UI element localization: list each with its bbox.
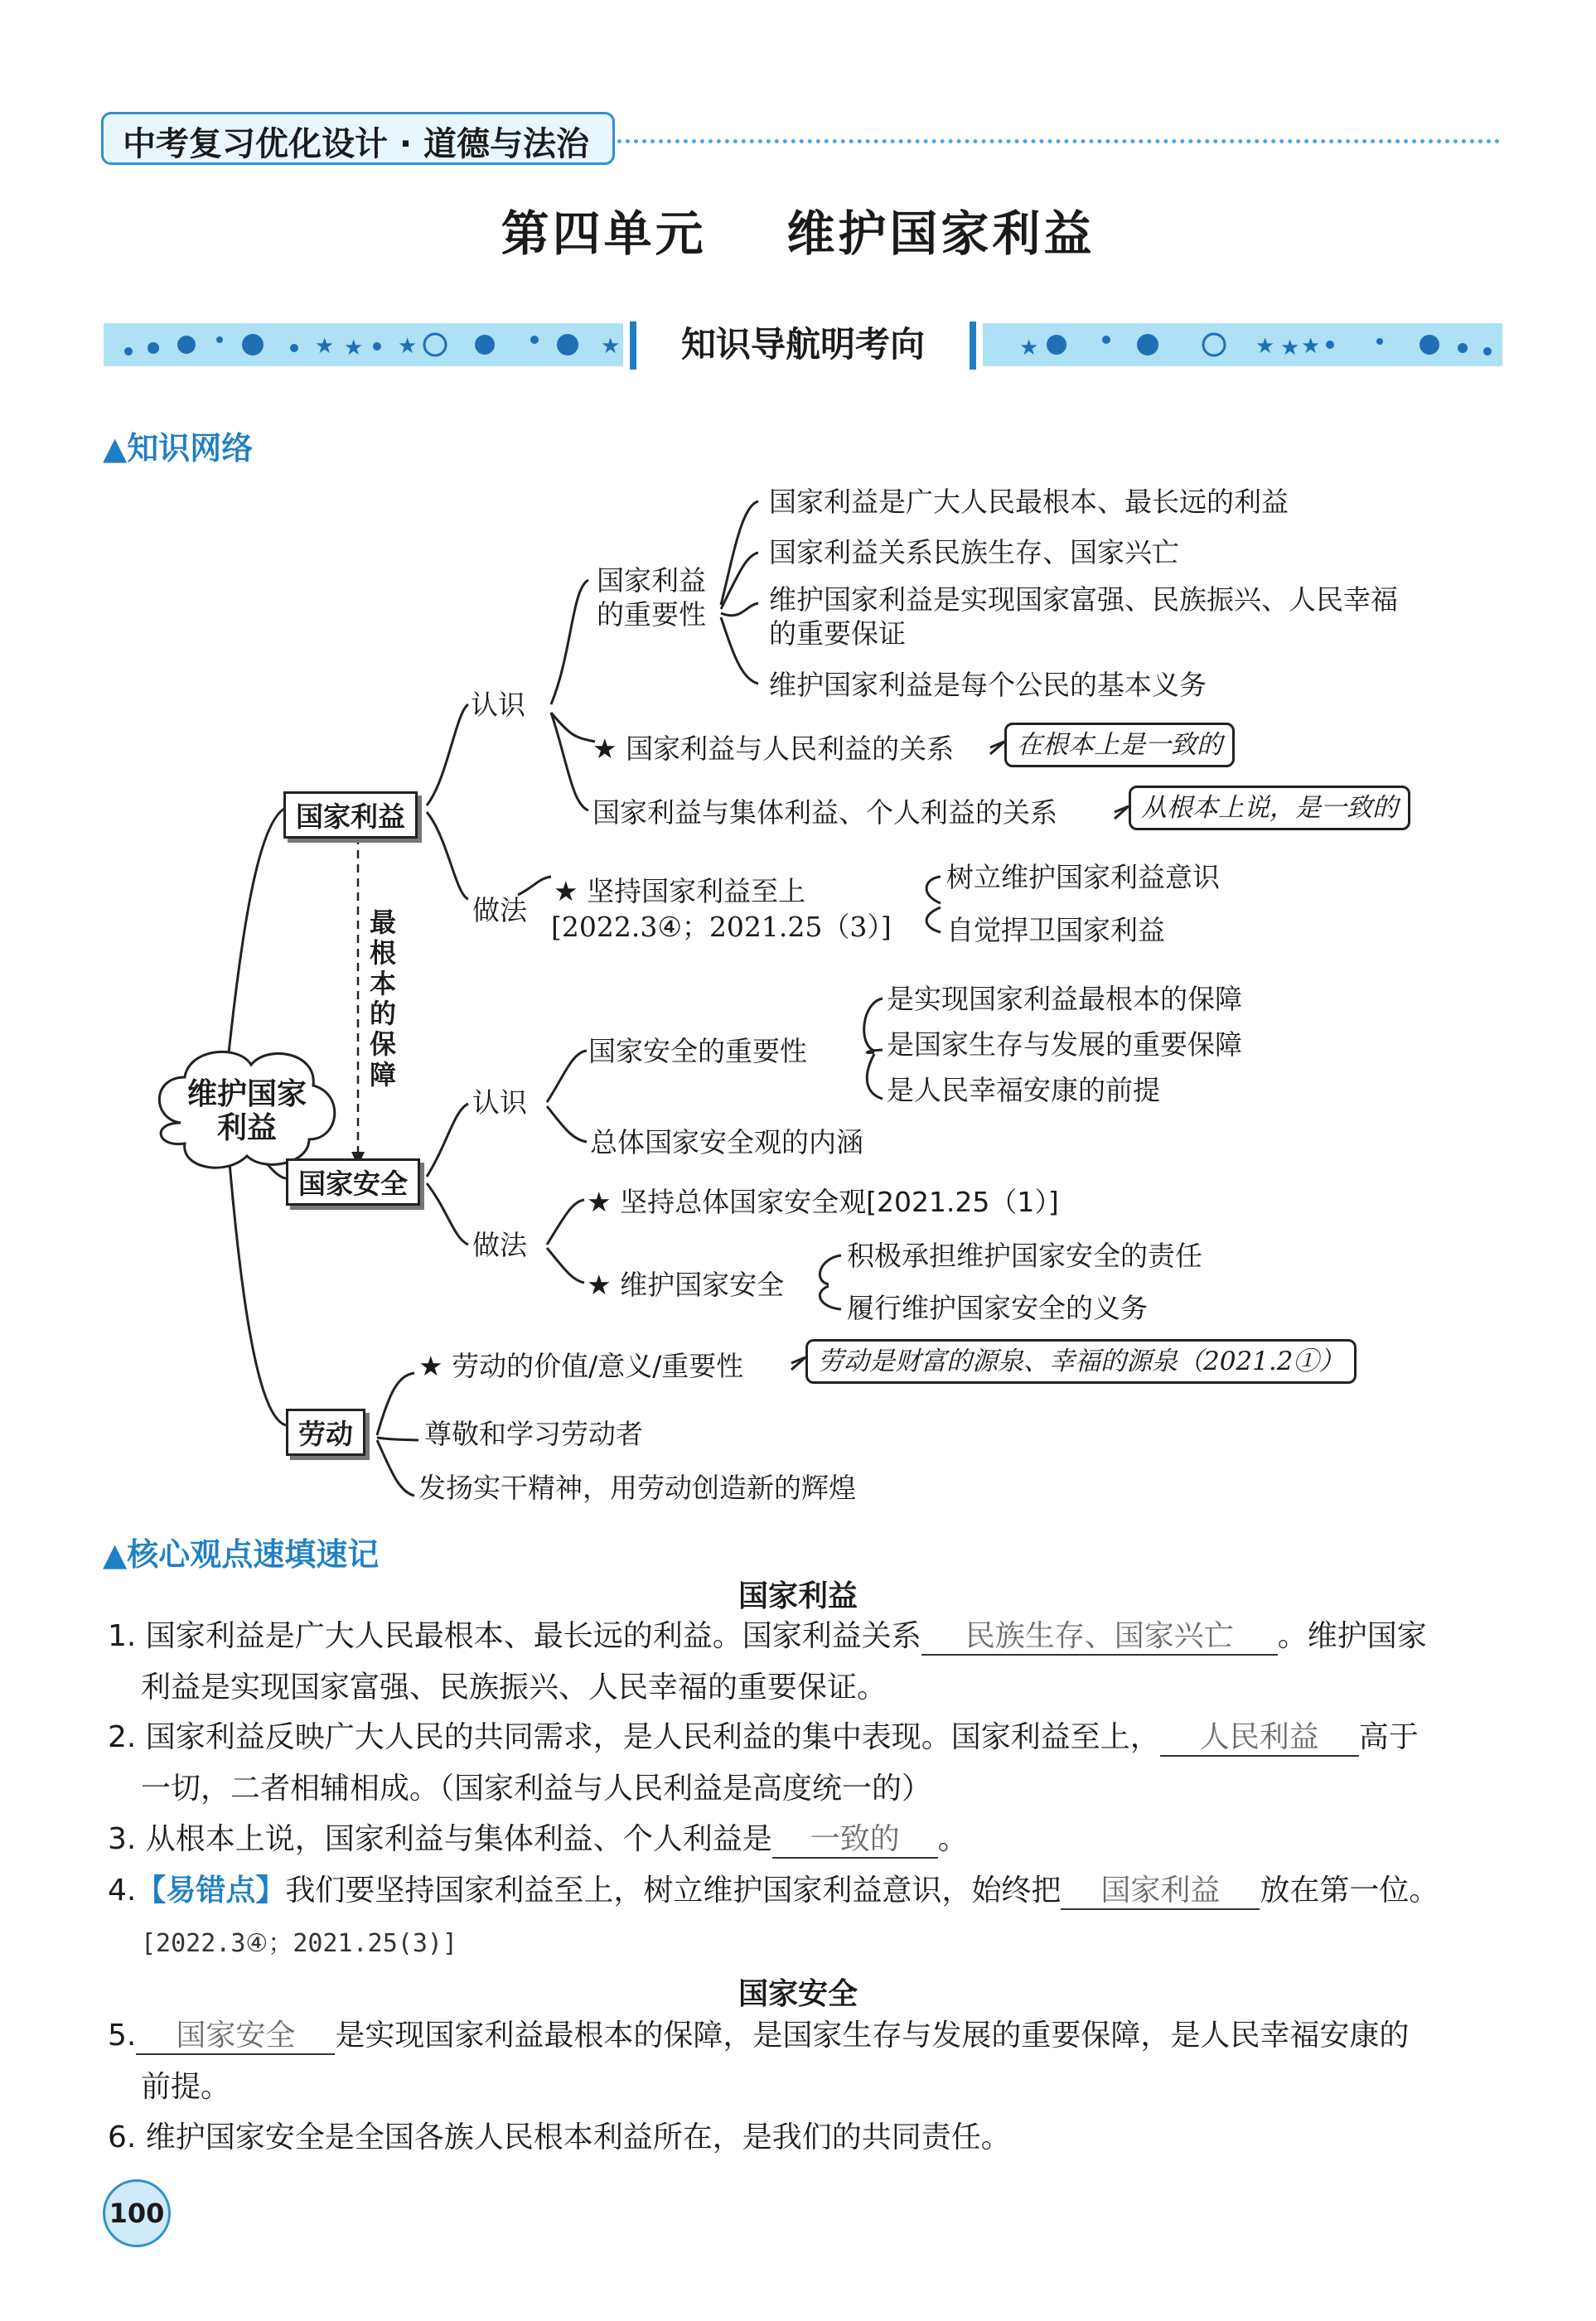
note-relation-collective: 从根本上说，是一致的 <box>1129 786 1410 830</box>
security-practice-2: ★ 维护国家安全 <box>587 1269 785 1301</box>
core-item-5-line-2: 前提。 <box>141 2070 231 2104</box>
interest-importance-label: 国家利益 的重要性 <box>597 564 706 631</box>
section-network <box>103 423 253 468</box>
interest-relation-collective: 国家利益与集体利益、个人利益的关系 <box>592 796 1057 829</box>
svg-text:★: ★ <box>1301 334 1321 359</box>
interest-practice-ref: [2022.3④；2021.25（3）] <box>551 911 892 943</box>
security-importance-label: 国家安全的重要性 <box>588 1035 807 1067</box>
triangle-icon: ▲ <box>103 1536 128 1573</box>
core-text: 高于 <box>1358 1720 1419 1754</box>
mindmap-center: 维护国家 利益 <box>186 1077 307 1146</box>
security-concept: 总体国家安全观的内涵 <box>590 1126 863 1158</box>
note-relation-people: 在根本上是一致的 <box>1004 723 1235 767</box>
core-item-4 <box>108 1873 1439 1910</box>
interest-importance-item: 国家利益关系民族生存、国家兴亡 <box>769 536 1179 568</box>
core-text: 5. <box>108 2019 137 2053</box>
svg-text:★: ★ <box>1255 334 1275 359</box>
core-text: 2. 国家利益反映广大人民的共同需求，是人民利益的集中表现。国家利益至上， <box>108 1720 1160 1754</box>
svg-text:★: ★ <box>315 334 335 359</box>
arrow-label-fundamental-guarantee: 最根本的保障 <box>370 907 397 1090</box>
node-labor: 劳动 <box>286 1409 365 1456</box>
section-network-label: 知识网络 <box>127 430 254 467</box>
svg-text:★: ★ <box>1280 336 1300 360</box>
interest-importance-item: 维护国家利益是实现国家富强、民族振兴、人民幸福 的重要保证 <box>769 583 1398 650</box>
note-labor-value: 劳动是财富的源泉、幸福的源泉（2021.2①） <box>805 1339 1357 1384</box>
core-text: 4. <box>108 1874 137 1908</box>
triangle-icon: ▲ <box>103 430 128 467</box>
interest-importance-item: 国家利益是广大人民最根本、最长远的利益 <box>769 486 1289 518</box>
fill-blank: 人民利益 <box>1160 1719 1359 1757</box>
core-text: 。 <box>937 1822 968 1856</box>
interest-practice-item: 自觉捍卫国家利益 <box>946 914 1165 946</box>
core-item-4-ref: [2022.3④；2021.25(3)] <box>141 1929 458 1958</box>
labor-spirit: 发扬实干精神，用劳动创造新的辉煌 <box>418 1472 856 1504</box>
banner-title: 知识导航明考向 <box>680 324 925 365</box>
security-practice-item: 积极承担维护国家安全的责任 <box>847 1240 1202 1272</box>
security-zuofa: 做法 <box>472 1229 527 1261</box>
section-core <box>103 1529 379 1574</box>
core-text: 放在第一位。 <box>1260 1874 1439 1908</box>
core-text: 我们要坚持国家利益至上，树立维护国家利益意识，始终把 <box>285 1874 1062 1908</box>
core-text: 3. 从根本上说，国家利益与集体利益、个人利益是 <box>108 1822 772 1856</box>
security-renshi: 认识 <box>472 1086 527 1119</box>
core-text: 是实现国家利益最根本的保障，是国家生存与发展的重要保障，是人民幸福安康的 <box>335 2019 1410 2053</box>
interest-practice: ★ 坚持国家利益至上 <box>554 875 806 907</box>
subheading-national-security: 国家安全 <box>738 1977 858 2011</box>
security-importance-item: 是实现国家利益最根本的保障 <box>887 983 1242 1015</box>
interest-renshi: 认识 <box>471 689 525 721</box>
interest-zuofa: 做法 <box>472 894 527 926</box>
unit-title: 第四单元 维护国家利益 <box>501 206 1095 262</box>
interest-practice-item: 树立维护国家利益意识 <box>946 861 1220 893</box>
core-item-6: 6. 维护国家安全是全国各族人民根本利益所在，是我们的共同责任。 <box>108 2120 1011 2154</box>
core-item-5-line-1 <box>108 2018 1409 2055</box>
fill-blank: 国家安全 <box>136 2018 335 2055</box>
labor-respect: 尊敬和学习劳动者 <box>424 1418 643 1450</box>
core-item-1-line-1 <box>108 1618 1427 1656</box>
interest-importance-item: 维护国家利益是每个公民的基本义务 <box>769 669 1207 701</box>
security-importance-item: 是国家生存与发展的重要保障 <box>887 1028 1242 1061</box>
book-header-title: 中考复习优化设计 · 道德与法治 <box>123 125 590 163</box>
fill-blank: 一致的 <box>772 1821 938 1859</box>
subheading-national-interest: 国家利益 <box>738 1579 858 1613</box>
header-dotted-rule <box>617 139 1500 143</box>
core-item-3 <box>108 1821 968 1859</box>
node-national-interest: 国家利益 <box>283 791 418 839</box>
interest-relation-people: ★ 国家利益与人民利益的关系 <box>592 733 955 765</box>
svg-text:★: ★ <box>601 334 621 359</box>
labor-value: ★ 劳动的价值/意义/重要性 <box>418 1350 744 1382</box>
error-prone-tag: 【易错点】 <box>136 1874 286 1908</box>
svg-text:★: ★ <box>344 336 364 360</box>
core-text: 。维护国家 <box>1277 1619 1427 1653</box>
security-importance-item: 是人民幸福安康的前提 <box>887 1074 1160 1106</box>
section-core-label: 核心观点速填速记 <box>127 1536 380 1573</box>
svg-text:★: ★ <box>398 334 418 359</box>
core-item-2-line-1 <box>108 1719 1419 1757</box>
fill-blank: 国家利益 <box>1061 1873 1260 1910</box>
node-national-security: 国家安全 <box>286 1158 420 1206</box>
svg-text:★: ★ <box>1019 336 1039 360</box>
security-practice-item: 履行维护国家安全的义务 <box>847 1292 1148 1324</box>
core-item-1-line-2: 利益是实现国家富强、民族振兴、人民幸福的重要保证。 <box>141 1671 887 1704</box>
page-number: 100 <box>103 2179 171 2247</box>
core-text: 1. 国家利益是广大人民最根本、最长远的利益。国家利益关系 <box>108 1619 921 1653</box>
core-item-2-line-2: 一切，二者相辅相成。（国家利益与人民利益是高度统一的） <box>141 1772 932 1806</box>
security-practice-1: ★ 坚持总体国家安全观[2021.25（1）] <box>587 1186 1059 1218</box>
fill-blank: 民族生存、国家兴亡 <box>921 1618 1278 1656</box>
